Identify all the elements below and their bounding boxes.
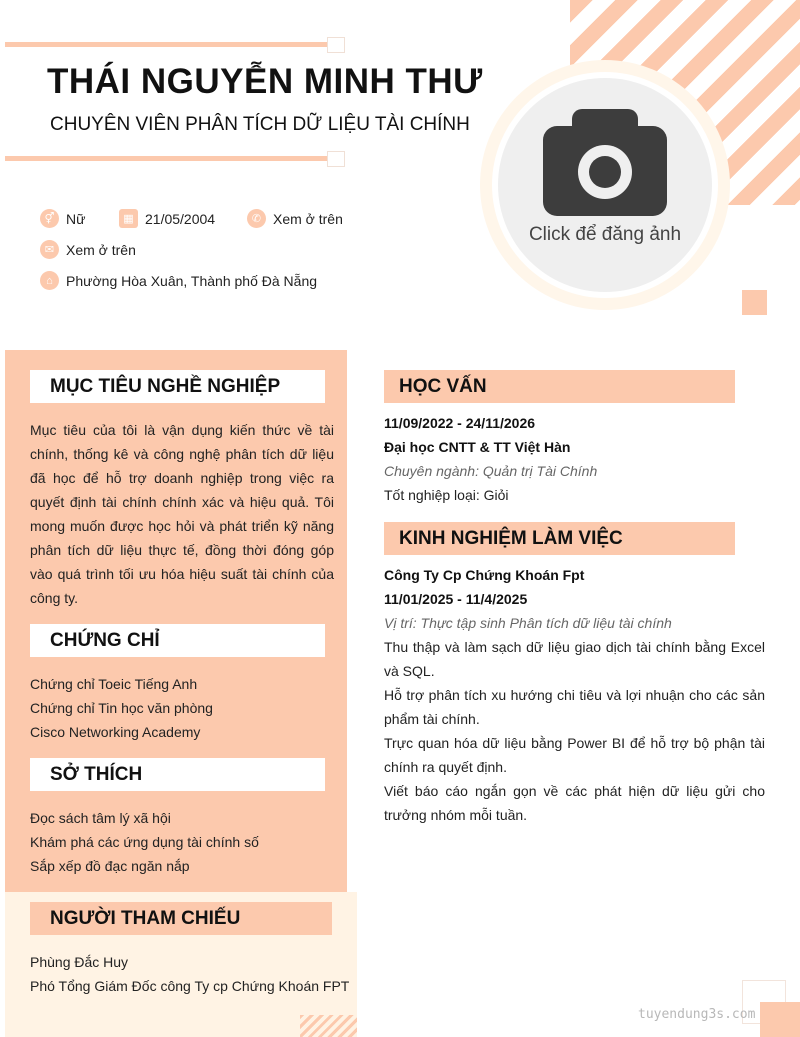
references-list (30, 950, 349, 998)
objective-heading: MỤC TIÊU NGHỀ NGHIỆP (30, 370, 325, 403)
job-title: CHUYÊN VIÊN PHÂN TÍCH DỮ LIỆU TÀI CHÍNH (50, 114, 470, 135)
certificates-heading: CHỨNG CHỈ (30, 624, 325, 657)
list-item: Khám phá các ứng dụng tài chính số (30, 834, 259, 850)
decorative-square-corner (760, 1002, 800, 1037)
experience-position: Vị trí: Thực tập sinh Phân tích dữ liệu tài chính (384, 615, 672, 631)
list-item: Chứng chỉ Tin học văn phòng (30, 700, 213, 716)
experience-duty: Viết báo cáo ngắn gọn về các phát hiện dữ liệu gửi cho trưởng nhóm mỗi tuần. (384, 783, 765, 823)
experience-duty: Hỗ trợ phân tích xu hướng chi tiêu và lợi nhuận cho các sản phẩm tài chính. (384, 687, 765, 727)
address-value: Phường Hòa Xuân, Thành phố Đà Nẵng (66, 272, 318, 289)
decorative-square (742, 290, 767, 315)
phone-icon: ✆ (247, 209, 266, 228)
email-icon: ✉ (40, 240, 59, 259)
contact-email (40, 240, 136, 259)
list-item: Đọc sách tâm lý xã hội (30, 810, 171, 826)
education-period: 11/09/2022 - 24/11/2026 (384, 415, 536, 431)
education-major: Chuyên ngành: Quản trị Tài Chính (384, 463, 598, 479)
experience-company: Công Ty Cp Chứng Khoán Fpt (384, 567, 585, 583)
contact-gender (40, 209, 85, 228)
calendar-icon: ▦ (119, 209, 138, 228)
references-heading: NGƯỜI THAM CHIẾU (30, 902, 332, 935)
hobbies-heading: SỞ THÍCH (30, 758, 325, 791)
header-line-top (5, 42, 327, 47)
hobbies-list (30, 806, 259, 878)
experience-duty: Trực quan hóa dữ liệu bằng Power BI để hỗ trợ bộ phận tài chính ra quyết định. (384, 735, 765, 775)
education-block (384, 411, 765, 507)
watermark: tuyendung3s.com (638, 1007, 756, 1022)
list-item: Sắp xếp đồ đạc ngăn nắp (30, 858, 190, 874)
decorative-stripes-small (300, 1015, 357, 1037)
photo-upload-label[interactable]: Click để đăng ảnh (528, 224, 682, 245)
objective-text: Mục tiêu của tôi là vận dụng kiến thức về tài chính, thống kê và công nghệ phân tích dữ liệu đã học để hỗ trợ doanh nghiệp trong việc ra quyết định tài chính chính xác và hiệu quả. Tôi mong muốn được học hỏi và phát triển kỹ năng phân tích dữ liệu thực tế, đồng thời đóng góp vào quá trình tối ưu hóa hiệu suất tài chính của công ty. (30, 422, 334, 606)
list-item: Phùng Đắc Huy (30, 954, 129, 970)
header-line-top-end (327, 37, 345, 53)
camera-lens-center (589, 156, 621, 188)
list-item: Cisco Networking Academy (30, 724, 201, 740)
experience-period: 11/01/2025 - 11/4/2025 (384, 591, 528, 607)
home-icon: ⌂ (40, 271, 59, 290)
experience-heading: KINH NGHIỆM LÀM VIỆC (384, 522, 735, 555)
phone-value: Xem ở trên (273, 210, 343, 227)
header-line-bottom (5, 156, 327, 161)
header-line-bottom-end (327, 151, 345, 167)
contact-address (40, 271, 317, 290)
education-school: Đại học CNTT & TT Việt Hàn (384, 439, 571, 455)
certificates-list (30, 672, 213, 744)
birthday-value: 21/05/2004 (145, 210, 216, 227)
contact-phone (247, 209, 343, 228)
candidate-name: THÁI NGUYỄN MINH THƯ (47, 62, 483, 101)
gender-value: Nữ (66, 210, 86, 227)
education-grade: Tốt nghiệp loại: Giỏi (384, 487, 509, 503)
experience-block (384, 563, 765, 827)
list-item: Chứng chỉ Toeic Tiếng Anh (30, 676, 198, 692)
experience-duty: Thu thập và làm sạch dữ liệu giao dịch tài chính bằng Excel và SQL. (384, 639, 765, 679)
gender-icon: ⚥ (40, 209, 59, 228)
contact-birthday (119, 209, 215, 228)
email-value: Xem ở trên (66, 241, 136, 258)
list-item: Phó Tổng Giám Đốc công Ty cp Chứng Khoán FPT (30, 978, 350, 994)
education-heading: HỌC VẤN (384, 370, 735, 403)
